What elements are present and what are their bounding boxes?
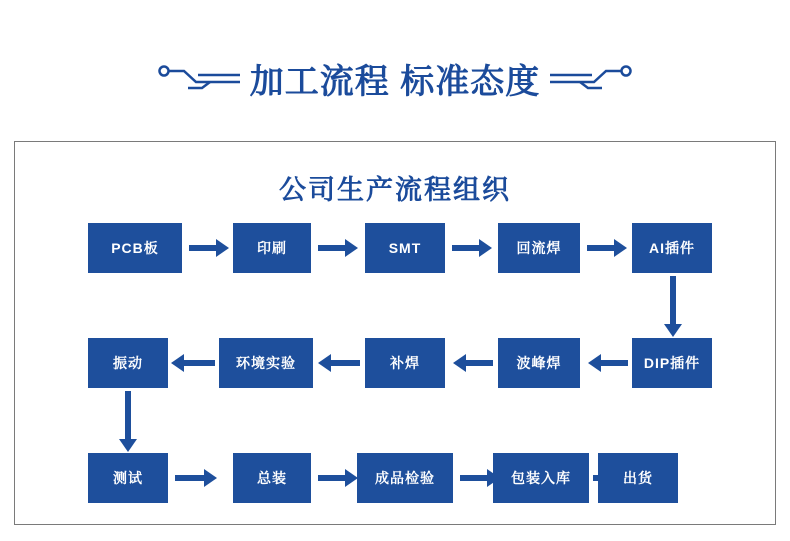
- circuit-line-left-icon: [158, 61, 240, 95]
- flow-node-test[interactable]: [88, 453, 168, 503]
- flow-node-reflow[interactable]: [498, 223, 580, 273]
- connector-assembly-to-final-inspection: [318, 467, 358, 489]
- diagram-title: 公司生产流程组织: [279, 175, 511, 205]
- flow-node-label: 成品检验: [375, 470, 435, 486]
- flow-node-packing-warehouse[interactable]: [493, 453, 589, 503]
- connector-env-test-to-vibration: [171, 352, 215, 374]
- flow-node-env-test[interactable]: [219, 338, 313, 388]
- flow-node-label: 振动: [113, 355, 143, 371]
- flow-node-label: AI插件: [649, 240, 695, 256]
- header-banner: [0, 48, 790, 108]
- flow-node-label: 总装: [257, 470, 287, 486]
- flow-node-label: 波峰焊: [516, 355, 562, 371]
- flow-node-shipment[interactable]: [598, 453, 678, 503]
- flow-node-label: 印刷: [257, 240, 287, 256]
- flow-node-rework-solder[interactable]: [365, 338, 445, 388]
- circuit-line-right-icon: [550, 61, 632, 95]
- flow-node-label: 环境实验: [236, 355, 296, 371]
- flow-node-label: PCB板: [111, 240, 159, 256]
- diagram-frame: [14, 141, 776, 525]
- connector-reflow-to-ai-insert: [587, 237, 627, 259]
- flow-node-vibration[interactable]: [88, 338, 168, 388]
- page-title: 加工流程 标准态度: [249, 62, 541, 101]
- flow-node-assembly[interactable]: [233, 453, 311, 503]
- connector-test-to-assembly: [175, 467, 217, 489]
- flow-node-label: 包装入库: [511, 470, 571, 486]
- flow-node-label: 补焊: [390, 355, 420, 371]
- flow-node-ai-insert[interactable]: [632, 223, 712, 273]
- flow-node-final-inspection[interactable]: [357, 453, 453, 503]
- connector-vibration-to-test: [117, 391, 139, 452]
- connector-rework-solder-to-env-test: [318, 352, 360, 374]
- connector-dip-insert-to-wave-solder: [588, 352, 628, 374]
- flow-node-printing[interactable]: [233, 223, 311, 273]
- flow-node-label: 测试: [113, 470, 143, 486]
- connector-ai-insert-to-dip-insert: [662, 276, 684, 337]
- connector-pcb-to-printing: [189, 237, 229, 259]
- flow-node-label: 回流焊: [516, 240, 562, 256]
- flow-node-pcb[interactable]: [88, 223, 182, 273]
- flow-node-wave-solder[interactable]: [498, 338, 580, 388]
- connector-printing-to-smt: [318, 237, 358, 259]
- connector-wave-solder-to-rework-solder: [453, 352, 493, 374]
- flow-node-label: SMT: [388, 240, 422, 256]
- flow-node-smt[interactable]: [365, 223, 445, 273]
- flow-node-dip-insert[interactable]: [632, 338, 712, 388]
- flow-node-label: 出货: [623, 470, 653, 486]
- flow-node-label: DIP插件: [643, 355, 701, 371]
- connector-smt-to-reflow: [452, 237, 492, 259]
